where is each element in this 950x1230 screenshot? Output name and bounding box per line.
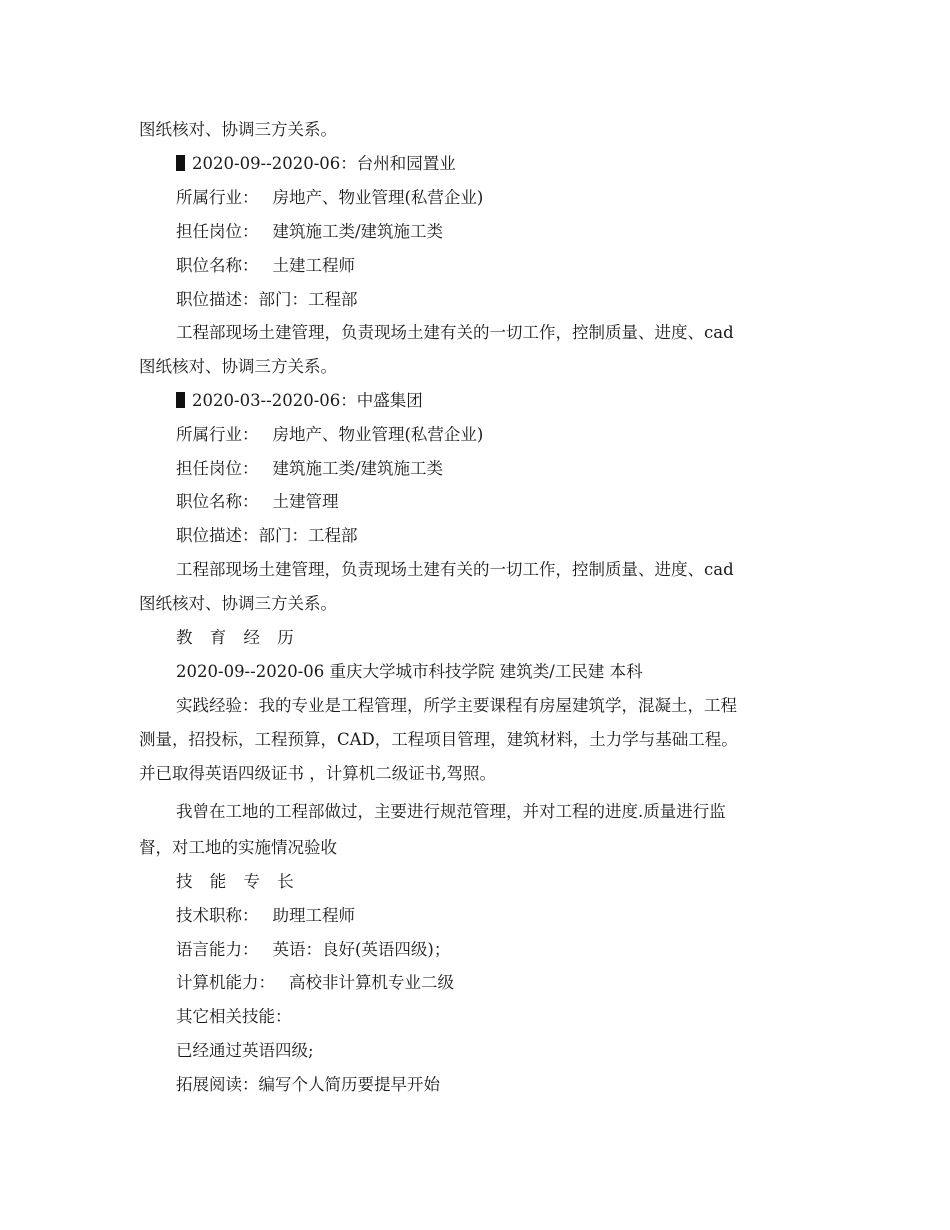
bullet-marker-icon bbox=[176, 392, 185, 408]
text-line: 实践经验：我的专业是工程管理，所学主要课程有房屋建筑学，混凝土，工程 bbox=[176, 696, 737, 715]
job-entry-period: 2020-03--2020-06：中盛集团 bbox=[192, 391, 423, 410]
field-label: 担任岗位： bbox=[176, 459, 259, 478]
text-line: 图纸核对、协调三方关系。 bbox=[139, 357, 337, 376]
text-line: 图纸核对、协调三方关系。 bbox=[139, 120, 337, 139]
position-row bbox=[176, 220, 443, 244]
computer-skill-row bbox=[176, 971, 454, 995]
text-line: 图纸核对、协调三方关系。 bbox=[139, 594, 337, 613]
text-line: 并已取得英语四级证书 ，计算机二级证书,驾照。 bbox=[139, 764, 496, 783]
job-entry-heading bbox=[176, 389, 423, 413]
field-value: 助理工程师 bbox=[272, 906, 355, 925]
field-label: 语言能力： bbox=[176, 940, 259, 959]
section-heading-education: 教 育 经 历 bbox=[176, 628, 300, 647]
job-entry-period: 2020-09--2020-06：台州和园置业 bbox=[192, 154, 456, 173]
text-line: 工程部现场土建管理，负责现场土建有关的一切工作，控制质量、进度、cad bbox=[176, 323, 734, 342]
bullet-marker-icon bbox=[176, 155, 185, 171]
education-entry: 2020-09--2020-06 重庆大学城市科技学院 建筑类/工民建 本科 bbox=[176, 662, 643, 681]
field-value: 高校非计算机专业二级 bbox=[289, 973, 454, 992]
text-line: 工程部现场土建管理，负责现场土建有关的一切工作，控制质量、进度、cad bbox=[176, 560, 734, 579]
field-label: 所属行业： bbox=[176, 188, 259, 207]
field-value: 房地产、物业管理(私营企业) bbox=[272, 188, 484, 207]
field-label: 职位名称： bbox=[176, 256, 259, 275]
text-line: 测量，招投标，工程预算，CAD，工程项目管理，建筑材料，土力学与基础工程。 bbox=[139, 730, 738, 749]
field-value: 建筑施工类/建筑施工类 bbox=[272, 222, 444, 241]
job-title-row bbox=[176, 254, 355, 278]
section-heading-skills: 技 能 专 长 bbox=[176, 872, 300, 891]
industry-row bbox=[176, 423, 483, 447]
job-entry-heading bbox=[176, 152, 456, 176]
field-value: 土建管理 bbox=[272, 492, 339, 511]
text-line: 拓展阅读：编写个人简历要提早开始 bbox=[176, 1075, 440, 1094]
field-label: 职位名称： bbox=[176, 492, 259, 511]
language-row bbox=[176, 938, 450, 962]
field-label: 所属行业： bbox=[176, 425, 259, 444]
job-title-row bbox=[176, 490, 339, 514]
job-description-row: 职位描述：部门：工程部 bbox=[176, 526, 358, 545]
field-value: 土建工程师 bbox=[272, 256, 355, 275]
text-line: 其它相关技能： bbox=[176, 1007, 292, 1026]
field-label: 担任岗位： bbox=[176, 222, 259, 241]
text-line: 已经通过英语四级; bbox=[176, 1041, 314, 1060]
industry-row bbox=[176, 186, 483, 210]
field-label: 计算机能力： bbox=[176, 973, 275, 992]
field-label: 技术职称： bbox=[176, 906, 259, 925]
job-description-row: 职位描述：部门：工程部 bbox=[176, 290, 358, 309]
text-line: 我曾在工地的工程部做过，主要进行规范管理，并对工程的进度.质量进行监 bbox=[176, 802, 726, 821]
position-row bbox=[176, 457, 443, 481]
field-value: 房地产、物业管理(私营企业) bbox=[272, 425, 484, 444]
text-line: 督，对工地的实施情况验收 bbox=[139, 838, 337, 857]
field-value: 建筑施工类/建筑施工类 bbox=[272, 459, 444, 478]
field-value: 英语：良好(英语四级)； bbox=[272, 940, 451, 959]
title-row bbox=[176, 904, 355, 928]
